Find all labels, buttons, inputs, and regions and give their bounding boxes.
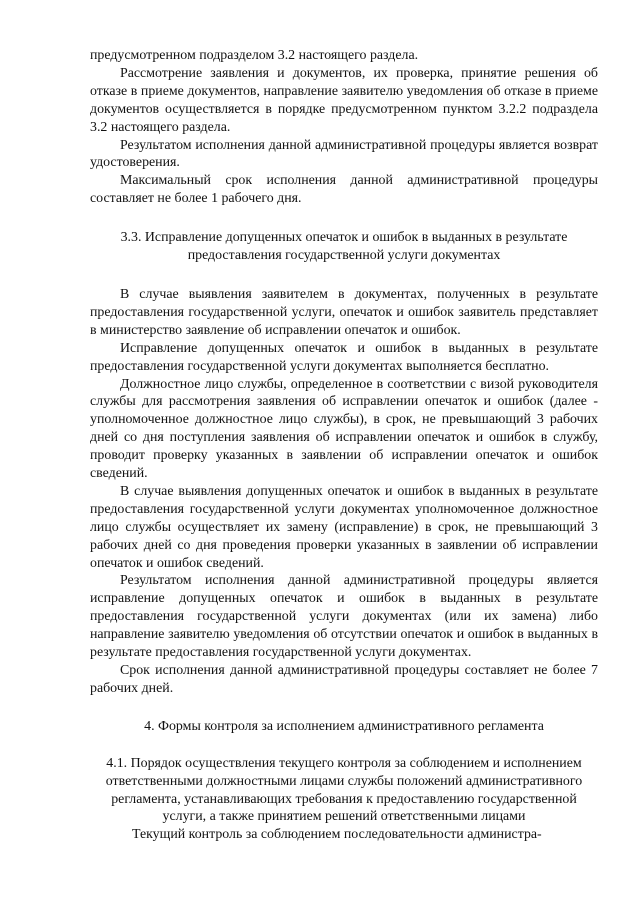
paragraph-official-review: Должностное лицо службы, определенное в соответствии с визой руководителя службы для рассмотрения заявления об исправлении опечаток и ошибок (далее - уполномоченное должностное лицо службы), в срок, не превышающий 3 рабочих дней со дня поступления заявления об исправлении опечаток и ошибок в службу, проводит проверку указанных в заявлении об исправлении опечаток и ошибок сведений.	[90, 376, 598, 482]
paragraph-max-term: Максимальный срок исполнения данной административной процедуры составляет не более 1 рабочего дня.	[90, 173, 598, 207]
paragraph-free-correction: Исправление допущенных опечаток и ошибок в выданных в результате предоставления государственной услуги документах выполняется бесплатно.	[90, 340, 598, 374]
section-3-3-body	[90, 286, 598, 698]
paragraph-review-procedure: Рассмотрение заявления и документов, их проверка, принятие решения об отказе в приеме документов, направление заявителю уведомления об отказе в приеме документов осуществляется в порядке предусмотренном пунктом 3.2.2 подраздела 3.2 настоящего раздела.	[90, 65, 598, 135]
paragraph-continuation: предусмотренном подразделом 3.2 настоящего раздела.	[90, 48, 419, 63]
section-heading-3-3: 3.3. Исправление допущенных опечаток и ошибок в выданных в результате предоставления государственной услуги документах	[120, 230, 568, 264]
paragraph-term-7-days: Срок исполнения данной административной процедуры составляет не более 7 рабочих дней.	[90, 663, 598, 696]
section-heading-4-1: 4.1. Порядок осуществления текущего контроля за соблюдением и исполнением ответственными должностными лицами службы положений административного регламента, устанавливающих требования к предоставлению государственной услуги, а также принятием решений ответственными лицами	[105, 755, 583, 825]
paragraph-result-correction: Результатом исполнения данной административной процедуры является исправление допущенных опечаток и ошибок в выданных в результате предоставления государственной услуги документах (или их замена) либо направление заявителю уведомления об отсутствии опечаток и ошибок в выданных в результате предоставления государственной услуги документах.	[90, 573, 598, 661]
section-heading-4: 4. Формы контроля за исполнением административного регламента	[144, 718, 544, 734]
paragraph-result-return: Результатом исполнения данной административной процедуры является возврат удостоверения.	[90, 137, 598, 171]
paragraph-current-control-start: Текущий контроль за соблюдением последовательности администра-	[132, 827, 542, 843]
paragraph-error-detection: В случае выявления заявителем в документах, полученных в результате предоставления государственной услуги, опечаток и ошибок заявитель представляет в министерство заявление об исправлении опечаток и ошибок.	[90, 286, 598, 338]
paragraph-replacement: В случае выявления допущенных опечаток и ошибок в выданных в результате предоставления государственной услуги документах уполномоченное должностное лицо службы осуществляет их замену (исправление) в срок, не превышающий 3 рабочих дней со дня проведения проверки указанных в заявлении об исправлении опечаток и ошибок сведений.	[90, 483, 598, 571]
